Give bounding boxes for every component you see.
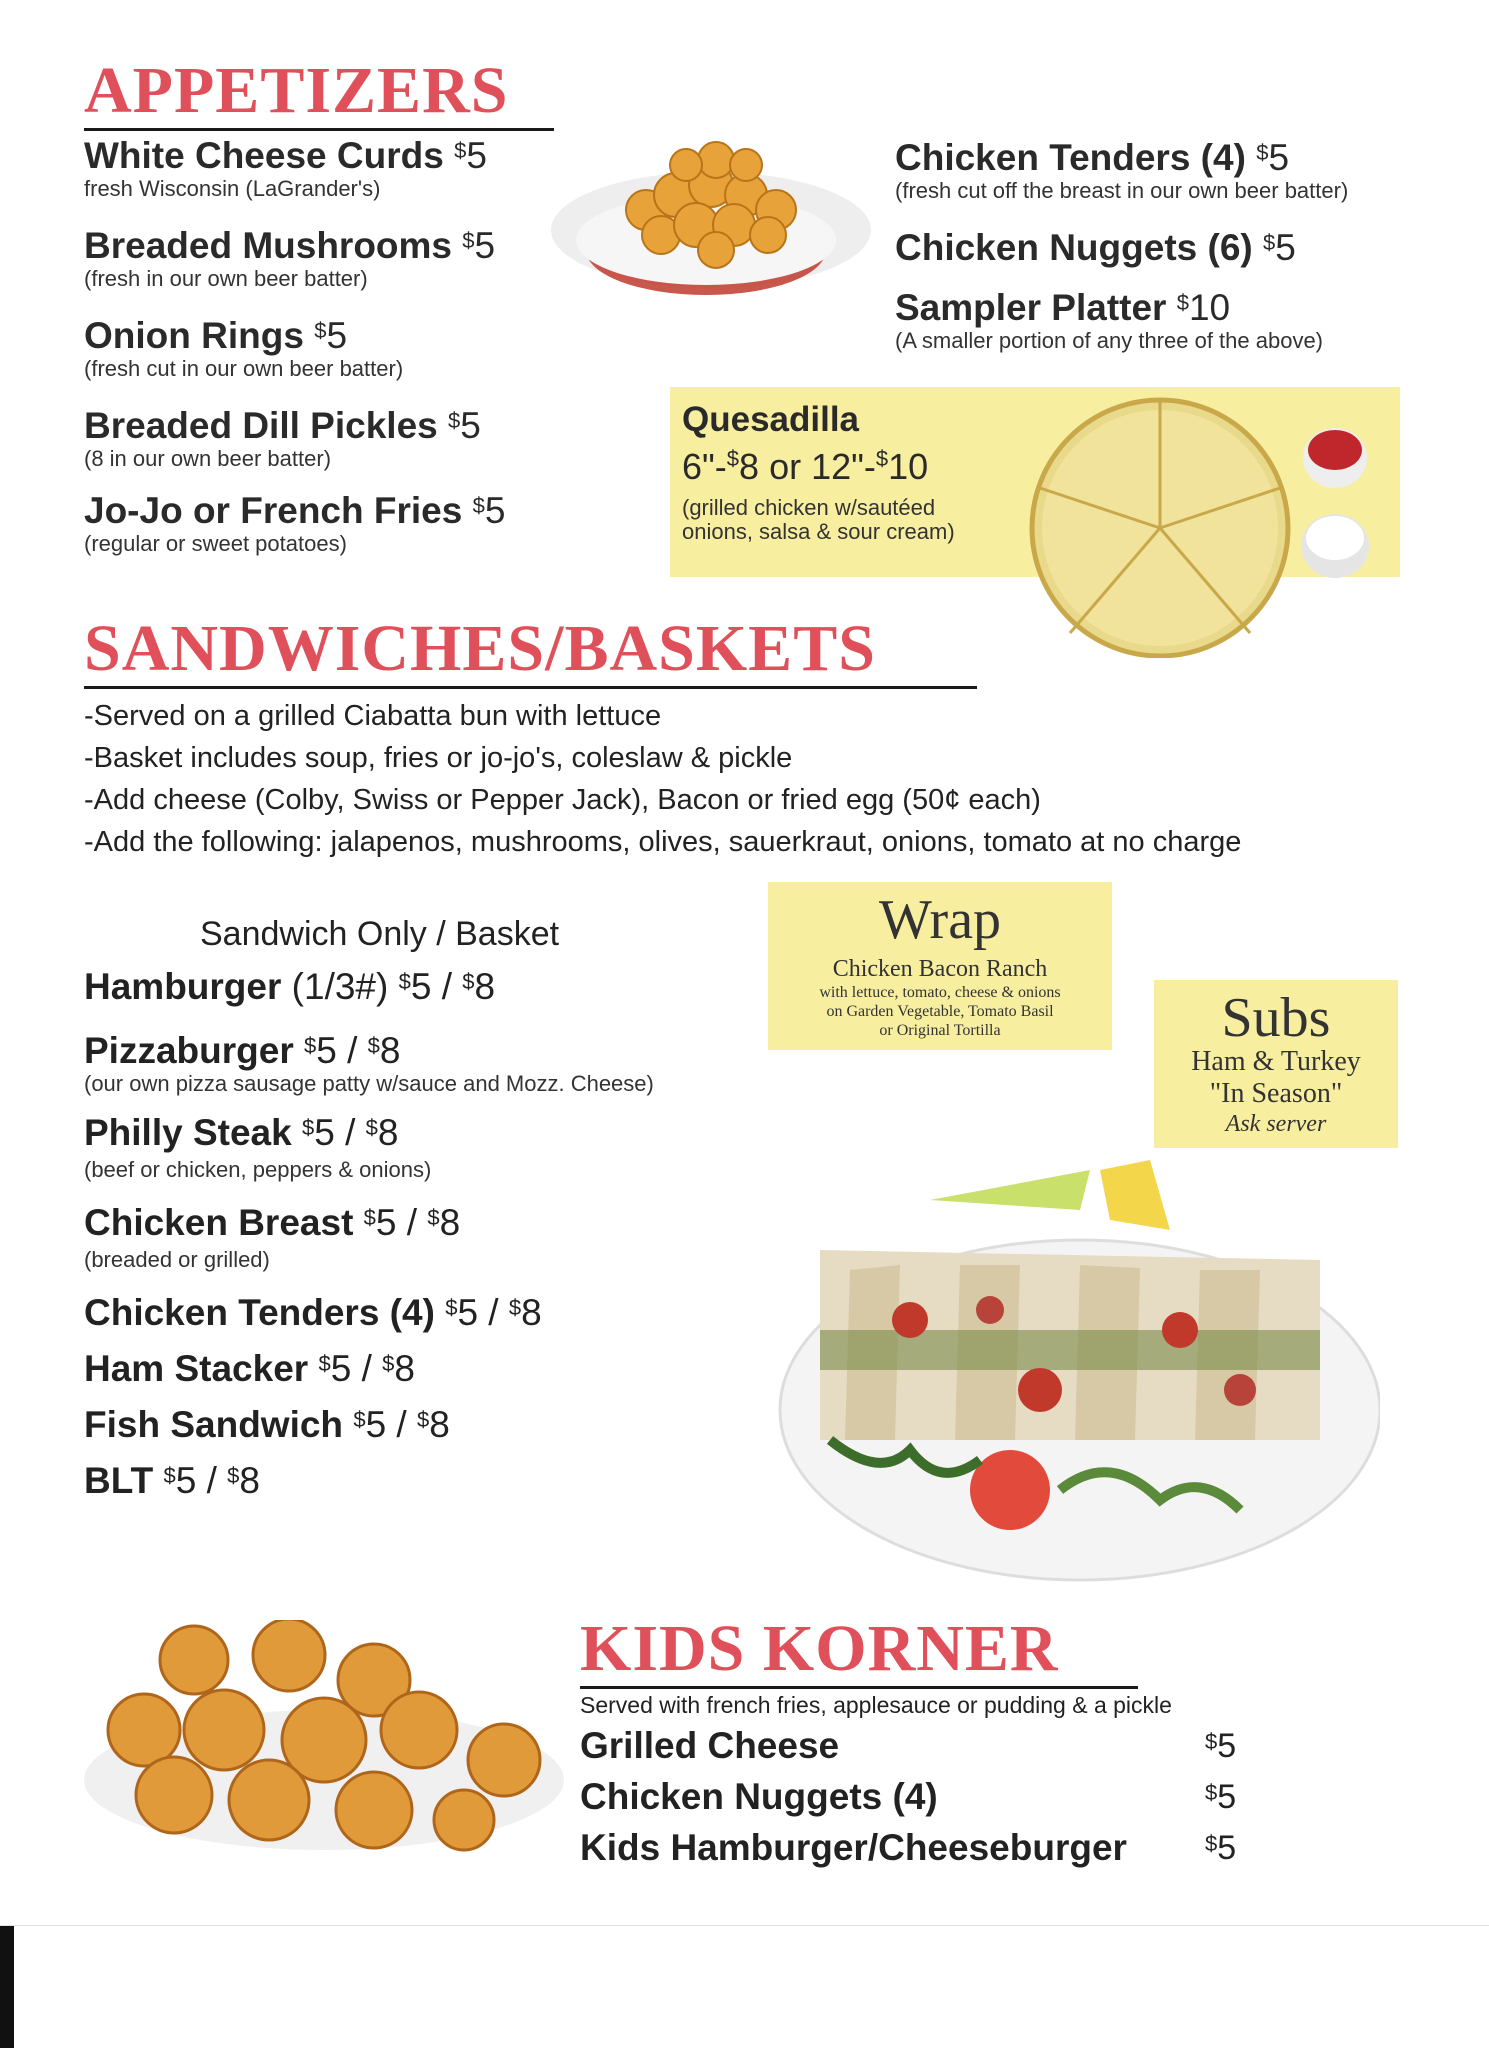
item-name: Fish Sandwich [84, 1404, 344, 1445]
appetizer-item [84, 226, 505, 316]
sandwich-item: BLT $5 / $8 [84, 1460, 260, 1501]
sandwich-notes [84, 700, 1241, 868]
note-line: -Add cheese (Colby, Swiss or Pepper Jack), Bacon or fried egg (50¢ each) [84, 784, 1041, 816]
appetizers-heading: APPETIZERS [84, 58, 554, 131]
price-sandwich: 5 [314, 1112, 335, 1153]
wrap-line: with lettuce, tomato, cheese & onions [819, 984, 1061, 1001]
currency-symbol: $ [1263, 230, 1276, 255]
item-price: 5 [1268, 137, 1290, 178]
price-sandwich: 5 [457, 1292, 479, 1333]
item-price: 5 [484, 490, 506, 531]
club-sandwich-photo [760, 1150, 1380, 1590]
page-bottom-edge [0, 1925, 14, 2048]
currency-symbol: $ [398, 969, 411, 994]
kids-list [580, 1725, 1240, 1878]
currency-symbol: $ [318, 1351, 331, 1376]
price-basket: 8 [521, 1292, 542, 1333]
appetizer-item [84, 491, 505, 576]
subs-line: Ask server [1225, 1111, 1327, 1138]
item-name: BLT [84, 1460, 154, 1501]
currency-symbol: $ [163, 1463, 176, 1488]
quesadilla-title: Quesadilla [682, 400, 860, 439]
currency-symbol: $ [875, 446, 889, 471]
price-sandwich: 5 [316, 1030, 337, 1071]
currency-symbol: $ [382, 1351, 395, 1376]
currency-symbol: $ [462, 969, 475, 994]
price-sandwich: 5 [410, 966, 432, 1007]
appetizer-item [84, 136, 505, 226]
currency-symbol: $ [462, 228, 475, 253]
subs-box [1154, 980, 1398, 1148]
item-name: Chicken Breast [84, 1202, 354, 1243]
item-price: 10 [1188, 287, 1231, 328]
price-basket: 8 [439, 1202, 461, 1243]
currency-symbol: $ [353, 1407, 366, 1432]
item-description: (fresh cut off the breast in our own beer batter) [895, 177, 1349, 203]
item-description: (fresh in our own beer batter) [84, 265, 368, 291]
subs-line: "In Season" [1209, 1078, 1343, 1110]
quesadilla-desc-1: (grilled chicken w/sautéed [682, 495, 936, 520]
currency-symbol: $ [427, 1205, 440, 1230]
sandwich-item: Chicken Tenders (4) $5 / $8 [84, 1292, 542, 1333]
quesadilla-size-small: 6"- [682, 446, 727, 487]
item-name: Philly Steak [84, 1112, 292, 1153]
kids-heading: KIDS KORNER [580, 1616, 1138, 1689]
wrap-line: on Garden Vegetable, Tomato Basil [826, 1003, 1054, 1021]
page-divider [0, 1925, 1489, 1926]
item-name: Ham Stacker [84, 1348, 309, 1389]
cheese-curds-photo [536, 100, 876, 300]
item-name: Pizzaburger [84, 1030, 294, 1071]
quesadilla-photo [1000, 378, 1380, 658]
chicken-nuggets-icon [84, 1620, 564, 1865]
price-basket: 8 [474, 966, 496, 1007]
subs-line: Ham & Turkey [1191, 1046, 1361, 1077]
currency-symbol: $ [365, 1115, 378, 1140]
item-description: (A smaller portion of any three of the above) [895, 327, 1324, 353]
price-sandwich: 5 [365, 1404, 387, 1445]
price-basket: 8 [394, 1348, 415, 1389]
currency-symbol: $ [454, 138, 467, 163]
sandwich-item: Chicken Breast $5 / $8 (breaded or grilled) [84, 1203, 654, 1293]
kids-item [580, 1827, 1240, 1878]
item-name: Onion Rings [84, 315, 304, 356]
currency-symbol: $ [472, 493, 485, 518]
sandwiches-heading: SANDWICHES/BASKETS [84, 616, 977, 689]
appetizer-item [895, 228, 1348, 288]
sandwich-item: Fish Sandwich $5 / $8 [84, 1404, 450, 1445]
currency-symbol: $ [445, 1295, 458, 1320]
price-sandwich: 5 [375, 1202, 397, 1243]
wrap-subtitle: Chicken Bacon Ranch [832, 956, 1048, 982]
currency-symbol: $ [1176, 290, 1189, 315]
note-line: -Add the following: jalapenos, mushrooms, olives, sauerkraut, onions, tomato at no charge [84, 826, 1242, 858]
item-name: Hamburger [84, 966, 282, 1007]
currency-symbol: $ [367, 1033, 380, 1058]
item-price: 5 [466, 135, 487, 176]
currency-symbol: $ [302, 1115, 315, 1140]
item-description: (8 in our own beer batter) [84, 445, 332, 471]
currency-symbol: $ [448, 408, 461, 433]
item-price: 5 [1275, 227, 1296, 268]
item-name: White Cheese Curds [84, 135, 444, 176]
quesadilla-size-large: or 12"- [759, 446, 876, 487]
item-price: 5 [326, 315, 348, 356]
club-sandwich-icon [760, 1150, 1380, 1590]
quesadilla-desc-2: onions, salsa & sour cream) [682, 519, 955, 545]
currency-symbol: $ [1205, 1780, 1218, 1805]
item-description: (beef or chicken, peppers & onions) [84, 1156, 432, 1182]
item-price: 5 [474, 225, 496, 266]
item-name: Breaded Dill Pickles [84, 405, 438, 446]
price-basket: 8 [379, 1030, 401, 1071]
currency-symbol: $ [314, 318, 327, 343]
currency-symbol: $ [363, 1205, 376, 1230]
wrap-line: or Original Tortilla [879, 1022, 1001, 1040]
item-size: (1/3#) [281, 966, 389, 1007]
appetizer-item [84, 316, 505, 406]
item-name: Chicken Nuggets (4) [580, 1776, 938, 1817]
item-price: 5 [1217, 1778, 1237, 1816]
price-sandwich: 5 [175, 1460, 197, 1501]
sandwich-item: Hamburger (1/3#) $5 / $8 [84, 966, 496, 1007]
item-name: Chicken Tenders (4) [84, 1292, 435, 1333]
item-name: Sampler Platter [895, 287, 1167, 328]
price-basket: 8 [239, 1460, 260, 1501]
item-name: Chicken Nuggets (6) [895, 227, 1253, 268]
wrap-title: Wrap [878, 889, 1002, 951]
item-description: (breaded or grilled) [84, 1246, 270, 1272]
appetizer-item [895, 288, 1348, 358]
kids-item [580, 1776, 1240, 1827]
kids-subtitle: Served with french fries, applesauce or pudding & a pickle [580, 1692, 1172, 1718]
note-line: -Served on a grilled Ciabatta bun with lettuce [84, 700, 662, 732]
item-description: (regular or sweet potatoes) [84, 530, 347, 556]
wrap-box [768, 882, 1112, 1050]
currency-symbol: $ [1205, 1831, 1218, 1856]
currency-symbol: $ [227, 1463, 240, 1488]
item-name: Jo-Jo or French Fries [84, 490, 463, 531]
price-sandwich: 5 [330, 1348, 352, 1389]
item-name: Kids Hamburger/Cheeseburger [580, 1827, 1127, 1868]
price-basket: 8 [429, 1404, 450, 1445]
item-price: 5 [460, 405, 481, 446]
quesadilla-price-small: 8 [739, 446, 760, 487]
item-description: (our own pizza sausage patty w/sauce and Mozz. Cheese) [84, 1070, 654, 1096]
kids-item [580, 1725, 1240, 1776]
note-line: -Basket includes soup, fries or jo-jo's, coleslaw & pickle [84, 742, 793, 774]
item-price: 5 [1217, 1829, 1237, 1867]
quesadilla-text [682, 400, 955, 544]
currency-symbol: $ [1205, 1729, 1218, 1754]
appetizer-item [84, 406, 505, 491]
sandwich-item: Philly Steak $5 / $8 (beef or chicken, peppers & onions) [84, 1113, 654, 1203]
sandwich-list [84, 967, 654, 1517]
quesadilla-prices [682, 446, 955, 488]
sandwich-item: Ham Stacker $5 / $8 [84, 1348, 415, 1389]
currency-symbol: $ [508, 1295, 522, 1320]
item-description: (fresh cut in our own beer batter) [84, 355, 404, 381]
subs-title: Subs [1221, 987, 1331, 1049]
currency-symbol: $ [726, 446, 740, 471]
quesadilla-icon [1000, 378, 1380, 658]
quesadilla-price-large: 10 [888, 446, 929, 487]
price-basket: 8 [377, 1112, 399, 1153]
item-name: Chicken Tenders (4) [895, 137, 1246, 178]
item-name: Breaded Mushrooms [84, 225, 453, 266]
sandwich-item: Pizzaburger $5 / $8 (our own pizza sausage patty w/sauce and Mozz. Cheese) [84, 1030, 654, 1096]
currency-symbol: $ [304, 1033, 317, 1058]
cheese-curds-icon [536, 100, 876, 300]
item-description: fresh Wisconsin (LaGrander's) [84, 175, 381, 201]
appetizer-right-list [895, 138, 1348, 358]
appetizer-item [895, 138, 1348, 228]
currency-symbol: $ [1256, 140, 1269, 165]
appetizer-left-list [84, 136, 505, 576]
currency-symbol: $ [417, 1407, 430, 1432]
item-price: 5 [1217, 1727, 1237, 1765]
item-name: Grilled Cheese [580, 1725, 840, 1766]
nuggets-photo [84, 1620, 564, 1865]
sandwich-column-header: Sandwich Only / Basket [200, 915, 560, 953]
